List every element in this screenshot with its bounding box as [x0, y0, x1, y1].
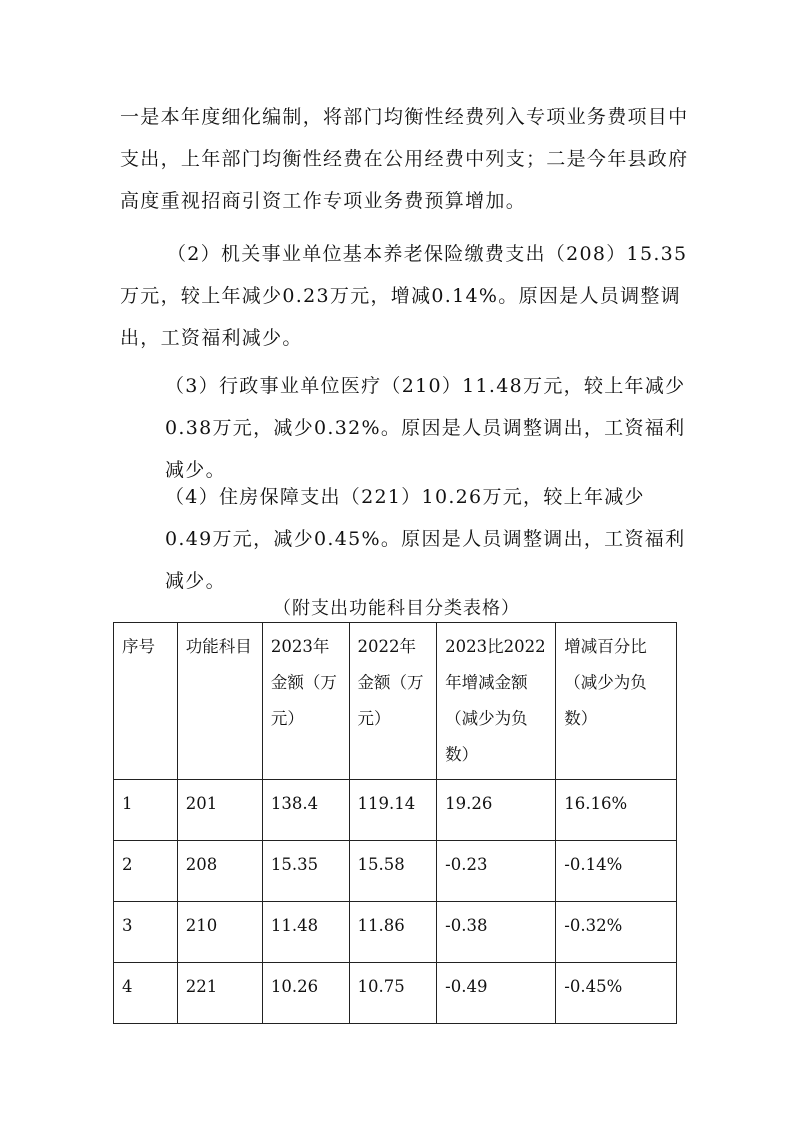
header-2023-amount: 2023年金额（万元）: [262, 623, 349, 780]
cell-index: 1: [114, 780, 178, 841]
table-header-row: [114, 623, 677, 780]
cell-2022-amount: 10.75: [349, 963, 437, 1024]
header-change-amount: 2023比2022年增减金额（减少为负数）: [437, 623, 556, 780]
paragraph-medical-expenditure: （3）行政事业单位医疗（210）11.48万元，较上年减少0.38万元，减少0.32%。原因是人员调整调出，工资福利减少。: [165, 375, 686, 481]
cell-change-amount: -0.49: [437, 963, 556, 1024]
cell-2023-amount: 15.35: [262, 841, 349, 902]
header-change-percent: 增减百分比（减少为负数）: [556, 623, 677, 780]
cell-change-amount: -0.23: [437, 841, 556, 902]
table-row: [114, 963, 677, 1024]
cell-2023-amount: 138.4: [262, 780, 349, 841]
cell-index: 3: [114, 902, 178, 963]
cell-function-subject: 221: [177, 963, 262, 1024]
cell-2022-amount: 15.58: [349, 841, 437, 902]
cell-change-percent: 16.16%: [556, 780, 677, 841]
cell-change-amount: -0.38: [437, 902, 556, 963]
table-row: [114, 780, 677, 841]
cell-change-percent: -0.45%: [556, 963, 677, 1024]
expenditure-classification-table: [113, 622, 677, 1024]
header-index: 序号: [114, 623, 178, 780]
cell-function-subject: 210: [177, 902, 262, 963]
cell-index: 4: [114, 963, 178, 1024]
table-row: [114, 841, 677, 902]
paragraph-pension-expenditure: （2）机关事业单位基本养老保险缴费支出（208）15.35万元，较上年减少0.23万元，增减0.14%。原因是人员调整调出，工资福利减少。: [120, 243, 688, 349]
cell-2023-amount: 10.26: [262, 963, 349, 1024]
cell-index: 2: [114, 841, 178, 902]
cell-2023-amount: 11.48: [262, 902, 349, 963]
cell-function-subject: 201: [177, 780, 262, 841]
header-function-subject: 功能科目: [177, 623, 262, 780]
header-2022-amount: 2022年金额（万元）: [349, 623, 437, 780]
cell-2022-amount: 119.14: [349, 780, 437, 841]
table-caption: （附支出功能科目分类表格）: [273, 598, 520, 619]
cell-change-percent: -0.32%: [556, 902, 677, 963]
paragraph-budget-reason: 一是本年度细化编制，将部门均衡性经费列入专项业务费项目中支出，上年部门均衡性经费在公用经费中列支；二是今年县政府高度重视招商引资工作专项业务费预算增加。: [120, 106, 689, 212]
cell-2022-amount: 11.86: [349, 902, 437, 963]
cell-change-percent: -0.14%: [556, 841, 677, 902]
table-row: [114, 902, 677, 963]
paragraph-housing-expenditure: （4）住房保障支出（221）10.26万元，较上年减少0.49万元，减少0.45%。原因是人员调整调出，工资福利减少。: [165, 486, 686, 592]
cell-function-subject: 208: [177, 841, 262, 902]
cell-change-amount: 19.26: [437, 780, 556, 841]
